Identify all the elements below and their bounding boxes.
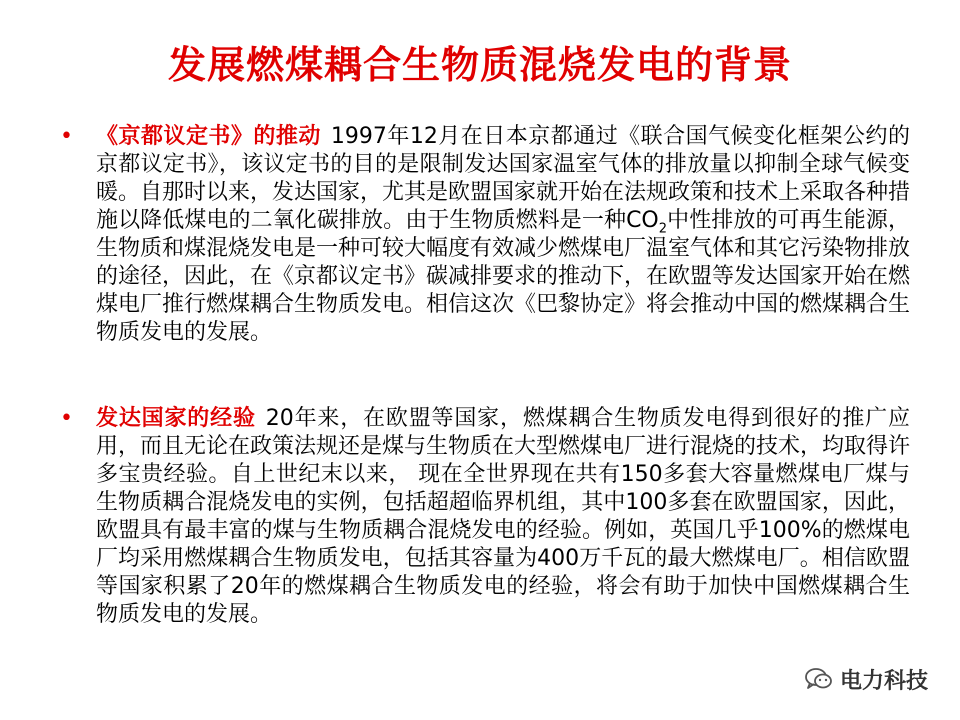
watermark-text: 电力科技	[839, 668, 928, 694]
bullet-kyoto-text	[96, 123, 910, 347]
bullet-experience-body: 20年来，在欧盟等国家，燃煤耦合生物质发电得到很好的推广应用，而且无论在政策法规还是煤与生物质在大型燃煤电厂进行混烧的技术，均取得许多宝贵经验。自上世纪末以来， 现在全世界现在共有150多套大容量燃煤电厂煤与生物质耦合混烧发电的实例，包括超超临界机组，其中100多套在欧盟国家，因此，欧盟具有最丰富的煤与生物质耦合混烧发电的经验。例如，英国几乎100%的燃煤电厂均采用燃煤耦合生物质发电，包括其容量为400万千瓦的最大燃煤电厂。相信欧盟等国家积累了20年的燃煤耦合生物质发电的经验，将会有助于加快中国燃煤耦合生物质发电的发展。	[96, 406, 911, 627]
bullet-kyoto-body-a: 1997年12月在日本京都通过《联合国气候变化框架公约的京都议定书》，该议定书的目的是限制发达国家温室气体的排放量以抑制全球气候变暖。自那时以来，发达国家，尤其是欧盟国家就开始在法规政策和技术上采取各种措施以降低煤电的二氧化碳排放。由于生物质燃料是一种CO	[96, 124, 911, 233]
slide-title: 发展燃煤耦合生物质混烧发电的背景	[167, 43, 792, 87]
wechat-icon	[804, 666, 834, 692]
watermark	[804, 664, 928, 694]
bullet-experience-heading: 发达国家的经验	[96, 406, 256, 431]
co2-subscript: 2	[658, 221, 668, 237]
bullet-kyoto	[60, 123, 910, 347]
bullet-experience-text	[96, 405, 910, 629]
bullet-experience	[60, 405, 910, 629]
bullet-kyoto-body-b: 中性排放的可再生能源，生物质和煤混烧发电是一种可较大幅度有效减少燃煤电厂温室气体和其它污染物排放的途径，因此，在《京都议定书》碳减排要求的推动下，在欧盟等发达国家开始在燃煤电厂推行燃煤耦合生物质发电。相信这次《巴黎协定》将会推动中国的燃煤耦合生物质发电的发展。	[96, 208, 911, 345]
bullet-kyoto-heading: 《京都议定书》的推动	[96, 124, 321, 149]
bullet-marker: •	[60, 406, 73, 431]
bullet-marker: •	[60, 124, 73, 149]
